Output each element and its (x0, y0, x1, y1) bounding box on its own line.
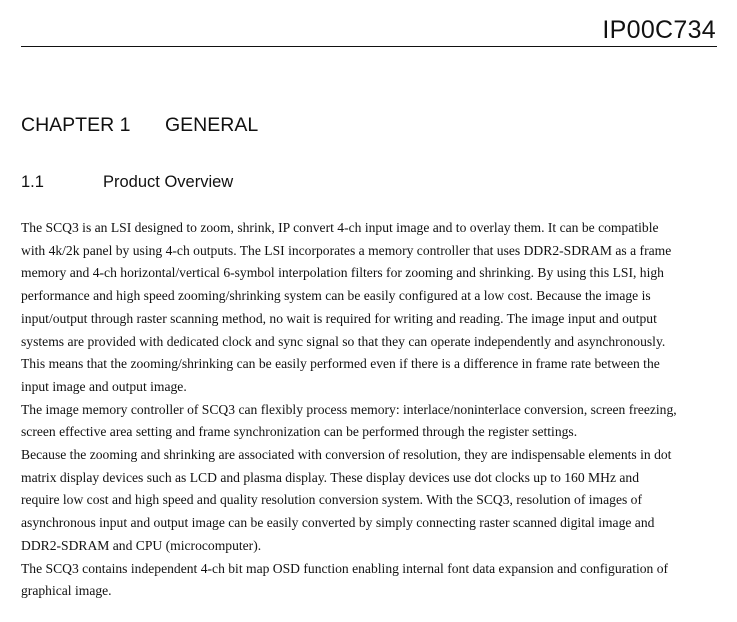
body-line: The SCQ3 contains independent 4-ch bit map OSD function enabling internal font data expansion and configuration of (21, 560, 669, 576)
body-line: screen effective area setting and frame synchronization can be performed through the register settings. (21, 424, 578, 440)
body-line: This means that the zooming/shrinking can be easily performed even if there is a difference in frame rate between the (21, 356, 660, 372)
body-line: memory and 4-ch horizontal/vertical 6-symbol interpolation filters for zooming and shrinking. By using this LSI, high (21, 265, 664, 281)
body-line: matrix display devices such as LCD and plasma display. These display devices use dot clocks up to 160 MHz and (21, 469, 640, 485)
chapter-title: GENERAL (165, 114, 259, 136)
document-id: IP00C734 (602, 16, 716, 44)
body-line: asynchronous input and output image can be easily converted by simply connecting raster scanned digital image and (21, 515, 655, 531)
body-line: The image memory controller of SCQ3 can flexibly process memory: interlace/noninterlace conversion, screen freezing, (21, 401, 677, 417)
body-line: performance and high speed zooming/shrinking system can be easily configured at a low cost. Because the image is (21, 288, 651, 304)
section-heading (21, 170, 233, 194)
body-line: input image and output image. (21, 378, 187, 394)
body-text (21, 217, 721, 603)
section-title: Product Overview (103, 173, 234, 191)
chapter-label: CHAPTER 1 (21, 114, 131, 136)
body-line: graphical image. (21, 583, 112, 599)
body-line: with 4k/2k panel by using 4-ch outputs. The LSI incorporates a memory controller that uses DDR2-SDRAM as a frame (21, 242, 672, 258)
body-line: The SCQ3 is an LSI designed to zoom, shrink, IP convert 4-ch input image and to overlay them. It can be compatible (21, 220, 659, 235)
body-line: DDR2-SDRAM and CPU (microcomputer). (21, 537, 262, 553)
body-line: input/output through raster scanning method, no wait is required for writing and reading. The image input and output (21, 310, 657, 326)
body-line: require low cost and high speed and quality resolution conversion system. With the SCQ3, resolution of images of (21, 492, 643, 508)
body-line: systems are provided with dedicated clock and sync signal so that they can operate independently and asynchronously. (21, 333, 666, 349)
chapter-heading (21, 112, 258, 138)
body-line: Because the zooming and shrinking are associated with conversion of resolution, they are indispensable elements in dot (21, 447, 672, 463)
section-number: 1.1 (21, 173, 44, 191)
header-rule (21, 46, 717, 47)
